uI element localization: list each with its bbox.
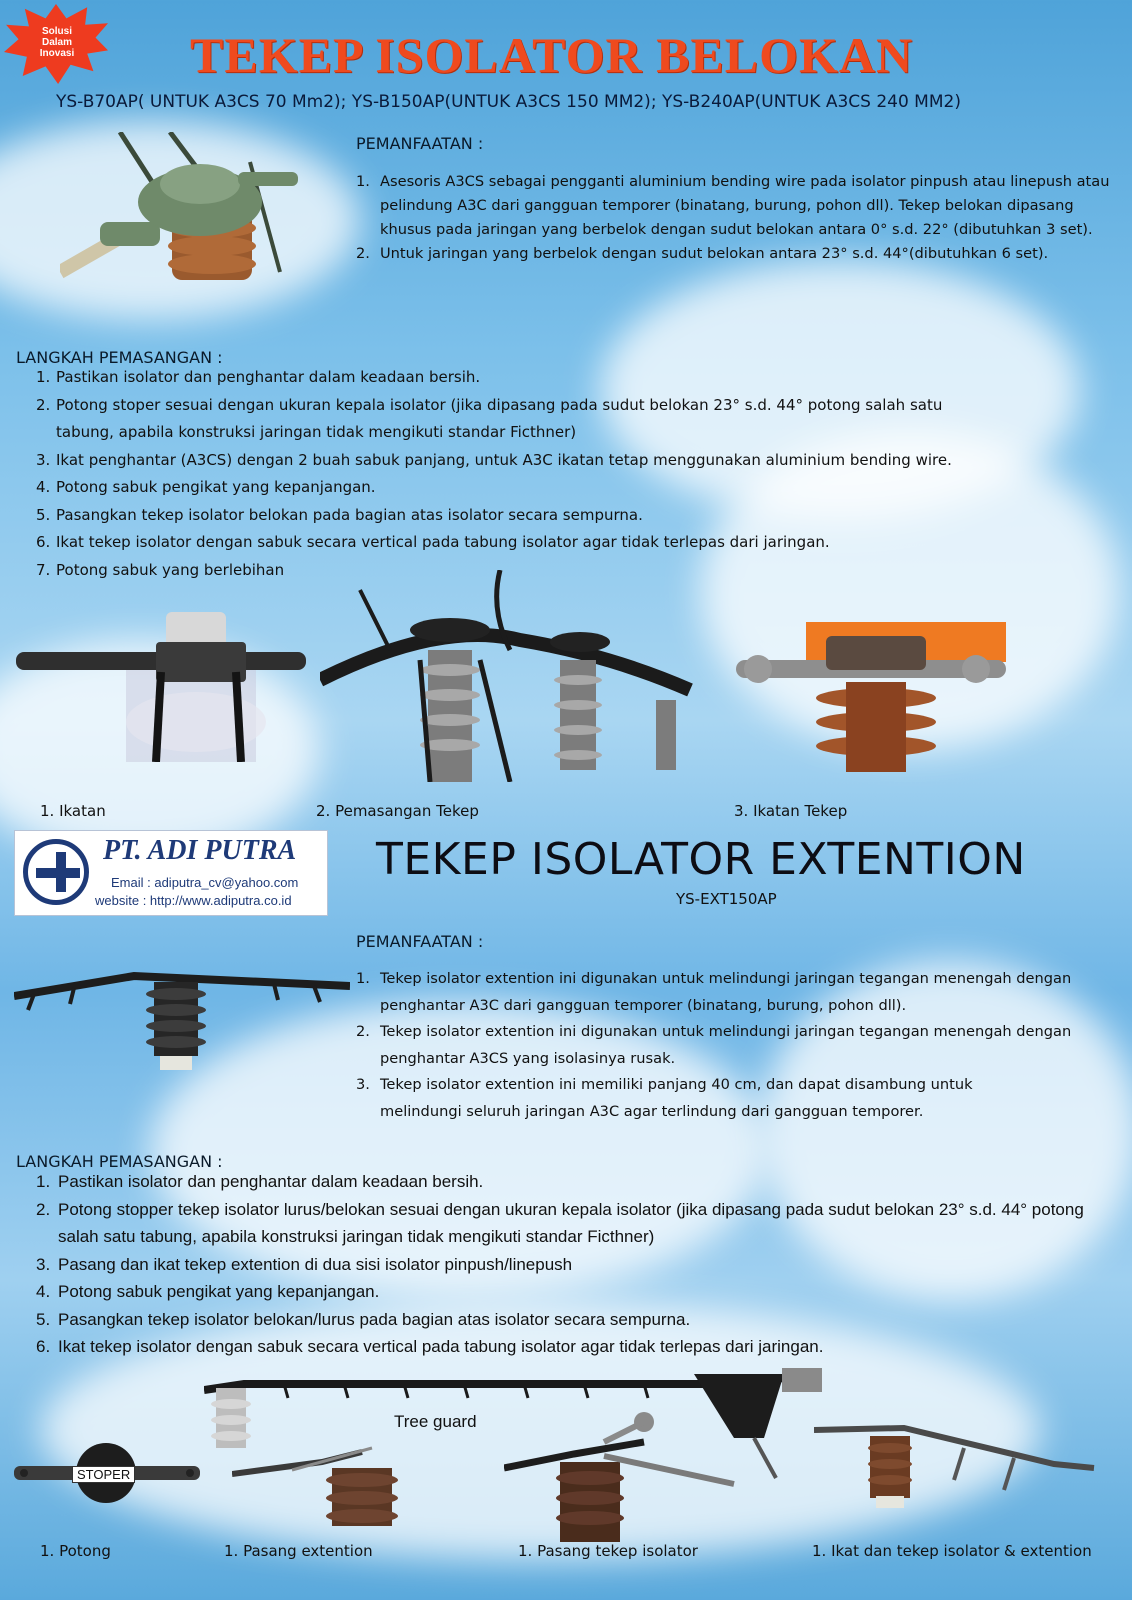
product-image-extention — [14, 970, 350, 1074]
list-item: 4. Potong sabuk pengikat yang kepanjangan. — [36, 1282, 380, 1301]
section1-steps-list — [36, 364, 1036, 584]
caption-pasang-extention: 1. Pasang extention — [224, 1542, 373, 1560]
company-logo-box — [14, 830, 328, 916]
caption-potong: 1. Potong — [40, 1542, 111, 1560]
list-item: 5. Pasangkan tekep isolator belokan pada bagian atas isolator secara sempurna. — [36, 505, 643, 524]
section1-benefits-list — [356, 170, 1116, 266]
company-logo-icon — [23, 839, 89, 905]
section2-benefits-list — [356, 966, 1096, 1125]
company-website: website : http://www.adiputra.co.id — [95, 893, 292, 908]
photo-pemasangan-tekep — [320, 570, 700, 782]
caption-pemasangan-tekep: 2. Pemasangan Tekep — [316, 802, 479, 820]
product-image-belokan — [60, 132, 300, 282]
list-item: 3. Ikat penghantar (A3CS) dengan 2 buah sabuk panjang, untuk A3C ikatan tetap menggunakan aluminium bending wire. — [36, 450, 952, 469]
tree-guard-label: Tree guard — [394, 1412, 477, 1431]
photo-ikat-tekep-extention — [814, 1418, 1100, 1508]
list-item: 2. Tekep isolator extention ini digunakan untuk melindungi jaringan tegangan menengah dengan penghantar A3CS yang isolasinya rusak. — [356, 1023, 1072, 1067]
company-email: Email : adiputra_cv@yahoo.com — [111, 875, 299, 890]
section2-benefits-heading: PEMANFAATAN : — [356, 932, 484, 951]
list-item: 1. Asesoris A3CS sebagai pengganti aluminium bending wire pada isolator pinpush atau linepush atau pelindung A3C dari gangguan temporer (binatang, burung, pohon dll). Tekep belokan dipasang khusus pada jaringan yang berbelok dengan sudut belokan antara 0° s.d. 22° (dibutuhkan 3 set). — [356, 173, 1110, 238]
caption-ikatan: 1. Ikatan — [40, 802, 106, 820]
list-item: 2. Potong stopper tekep isolator lurus/belokan sesuai dengan ukuran kepala isolator (jika dipasang pada sudut belokan 23° s.d. 44° potong salah satu tabung, apabila konstruksi jaringan tidak mengikuti standar Ficthner) — [36, 1199, 1084, 1246]
section1-steps-heading: LANGKAH PEMASANGAN : — [16, 348, 223, 367]
photo-ikatan — [16, 612, 306, 762]
list-item: 5. Pasangkan tekep isolator belokan/lurus pada bagian atas isolator secara sempurna. — [36, 1309, 691, 1329]
caption-pasang-tekep-isolator: 1. Pasang tekep isolator — [518, 1542, 698, 1560]
section1-title: TEKEP ISOLATOR BELOKAN — [190, 27, 914, 83]
section2-steps-list — [36, 1168, 1116, 1361]
section1-subtitle: YS-B70AP( UNTUK A3CS 70 Mm2); YS-B150AP(UNTUK A3CS 150 MM2); YS-B240AP(UNTUK A3CS 240 MM2) — [56, 92, 961, 112]
photo-ikatan-tekep — [736, 622, 1006, 772]
caption-ikat-tekep-extention: 1. Ikat dan tekep isolator & extention — [812, 1542, 1092, 1560]
list-item: 1. Pastikan isolator dan penghantar dalam keadaan bersih. — [36, 368, 481, 386]
section2-subtitle: YS-EXT150AP — [676, 890, 777, 908]
section2-steps-heading: LANGKAH PEMASANGAN : — [16, 1152, 223, 1171]
company-name: PT. ADI PUTRA — [103, 835, 297, 866]
list-item: 6. Ikat tekep isolator dengan sabuk secara vertical pada tabung isolator agar tidak terlepas dari jaringan. — [36, 1337, 824, 1356]
list-item: 1. Pastikan isolator dan penghantar dalam keadaan bersih. — [36, 1172, 484, 1191]
list-item: 7. Potong sabuk yang berlebihan — [36, 560, 285, 579]
list-item: 6. Ikat tekep isolator dengan sabuk secara vertical pada tabung isolator agar tidak terlepas dari jaringan. — [36, 533, 830, 551]
list-item: 2. Untuk jaringan yang berbelok dengan sudut belokan antara 23° s.d. 44°(dibutuhkan 6 set). — [356, 245, 1049, 262]
section1-benefits-heading: PEMANFAATAN : — [356, 134, 484, 153]
stoper-label: STOPER — [72, 1466, 135, 1483]
list-item: 4. Potong sabuk pengikat yang kepanjangan. — [36, 478, 376, 496]
section2-title: TEKEP ISOLATOR EXTENTION — [376, 834, 1026, 885]
photo-pasang-tekep-isolator — [504, 1412, 744, 1542]
list-item: 1. Tekep isolator extention ini digunakan untuk melindungi jaringan tegangan menengah dengan penghantar A3C dari gangguan temporer (binatang, burung, pohon dll). — [356, 970, 1072, 1014]
caption-ikatan-tekep: 3. Ikatan Tekep — [734, 802, 848, 820]
list-item: 3. Pasang dan ikat tekep extention di dua sisi isolator pinpush/linepush — [36, 1254, 573, 1274]
photo-pasang-extention — [232, 1446, 402, 1526]
list-item: 2. Potong stoper sesuai dengan ukuran kepala isolator (jika dipasang pada sudut belokan 23° s.d. 44° potong salah satu tabung, apabila konstruksi jaringan tidak mengikuti standar Ficthner) — [36, 395, 943, 441]
badge-text: Solusi Dalam Inovasi — [39, 26, 75, 59]
list-item: 3. Tekep isolator extention ini memiliki panjang 40 cm, dan dapat disambung untuk melindungi seluruh jaringan A3C agar terlindung dari gangguan temporer. — [356, 1076, 973, 1120]
